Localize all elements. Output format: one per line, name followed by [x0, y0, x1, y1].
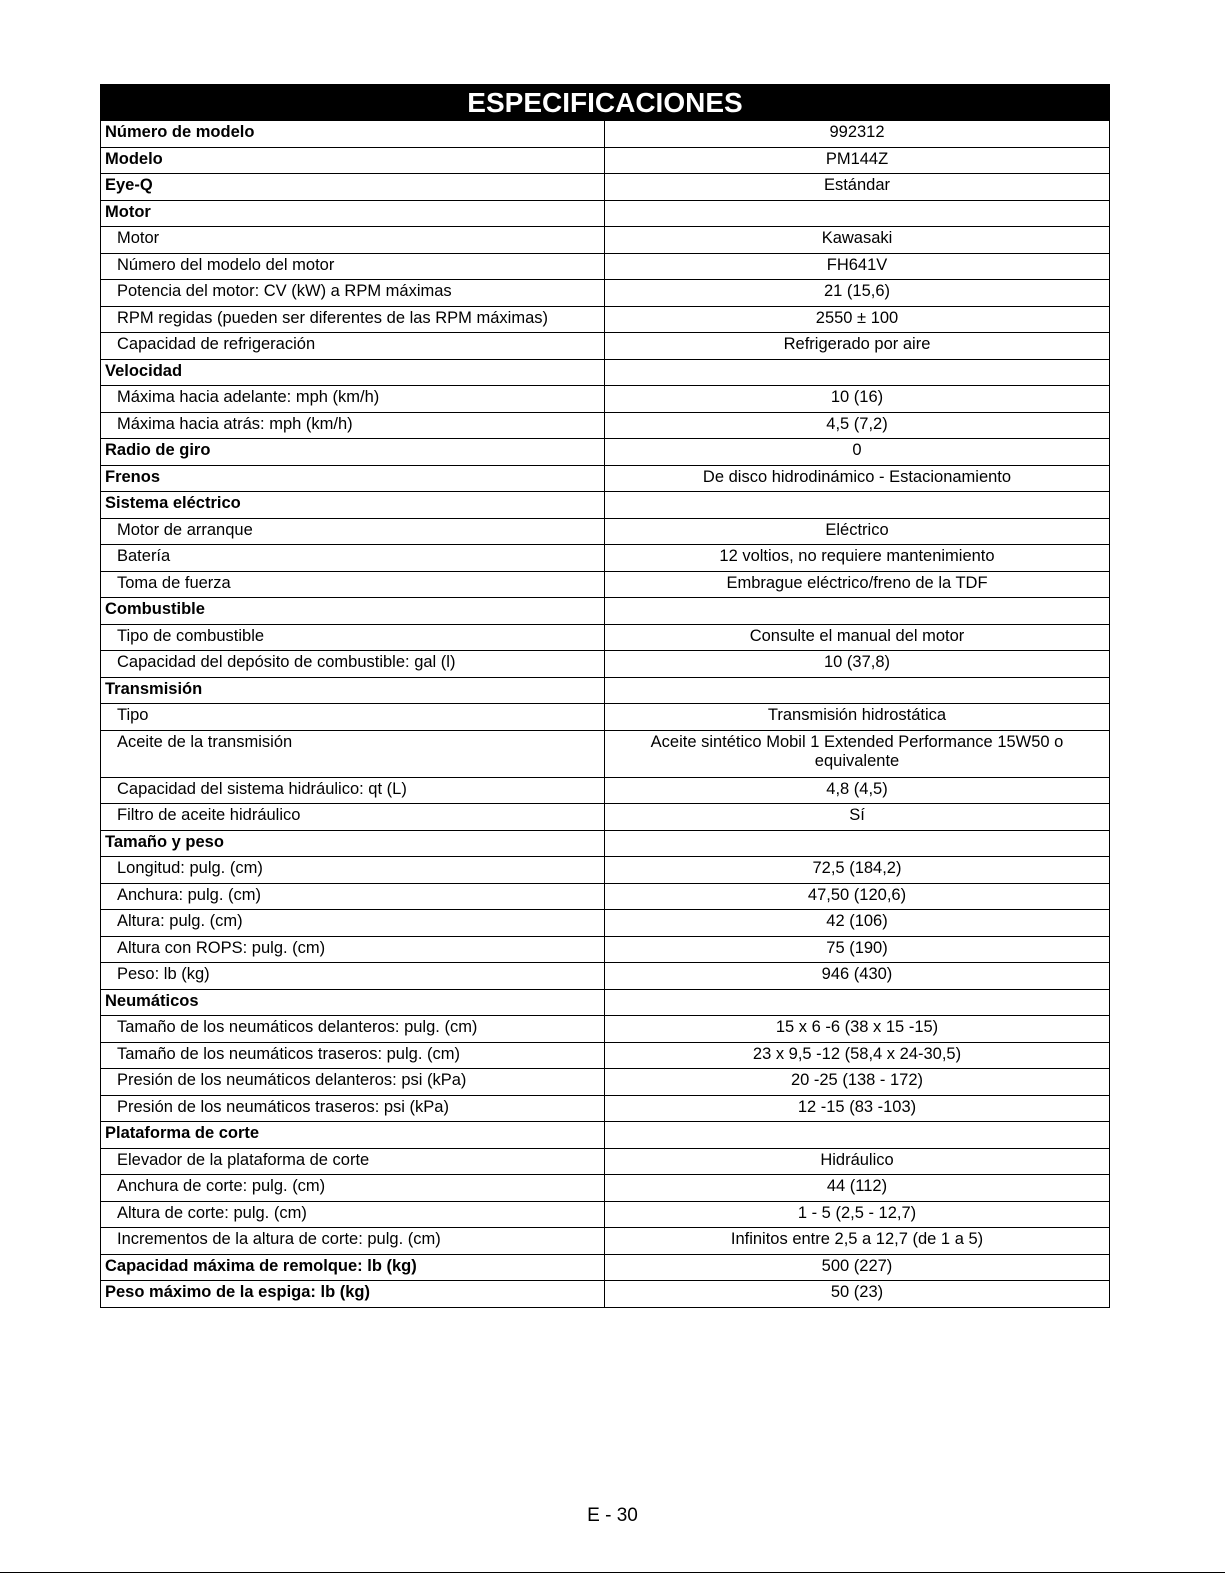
spec-label: Toma de fuerza [101, 571, 605, 598]
spec-label: Altura: pulg. (cm) [101, 910, 605, 937]
spec-label: Incrementos de la altura de corte: pulg. (cm) [101, 1228, 605, 1255]
spec-row [101, 1201, 1110, 1228]
spec-label: Sistema eléctrico [101, 492, 605, 519]
spec-label: Número del modelo del motor [101, 253, 605, 280]
spec-row [101, 883, 1110, 910]
spec-value: 23 x 9,5 -12 (58,4 x 24-30,5) [605, 1042, 1110, 1069]
spec-value: 20 -25 (138 - 172) [605, 1069, 1110, 1096]
spec-value: 75 (190) [605, 936, 1110, 963]
spec-row [101, 333, 1110, 360]
spec-value [605, 200, 1110, 227]
spec-row [101, 147, 1110, 174]
spec-value: Hidráulico [605, 1148, 1110, 1175]
spec-label: Tipo [101, 704, 605, 731]
spec-section-row [101, 492, 1110, 519]
spec-label: Elevador de la plataforma de corte [101, 1148, 605, 1175]
spec-value: 42 (106) [605, 910, 1110, 937]
spec-label: Tipo de combustible [101, 624, 605, 651]
spec-label: Potencia del motor: CV (kW) a RPM máximas [101, 280, 605, 307]
spec-row [101, 963, 1110, 990]
spec-row [101, 1148, 1110, 1175]
spec-row [101, 518, 1110, 545]
spec-label: Capacidad máxima de remolque: lb (kg) [101, 1254, 605, 1281]
spec-value [605, 598, 1110, 625]
spec-value: 0 [605, 439, 1110, 466]
spec-label: Presión de los neumáticos delanteros: psi (kPa) [101, 1069, 605, 1096]
spec-row [101, 624, 1110, 651]
spec-row [101, 1281, 1110, 1308]
spec-value [605, 677, 1110, 704]
spec-label: Capacidad de refrigeración [101, 333, 605, 360]
spec-row [101, 439, 1110, 466]
spec-row [101, 386, 1110, 413]
spec-row [101, 910, 1110, 937]
spec-value [605, 492, 1110, 519]
spec-row [101, 227, 1110, 254]
spec-row [101, 1175, 1110, 1202]
spec-sheet [100, 84, 1110, 1308]
spec-value: Embrague eléctrico/freno de la TDF [605, 571, 1110, 598]
spec-label: Presión de los neumáticos traseros: psi (kPa) [101, 1095, 605, 1122]
spec-label: Plataforma de corte [101, 1122, 605, 1149]
spec-label: Anchura: pulg. (cm) [101, 883, 605, 910]
spec-value: Refrigerado por aire [605, 333, 1110, 360]
spec-value: Sí [605, 804, 1110, 831]
spec-label: Capacidad del depósito de combustible: gal (l) [101, 651, 605, 678]
spec-table [100, 120, 1110, 1308]
spec-value [605, 359, 1110, 386]
spec-label: Combustible [101, 598, 605, 625]
spec-value: 12 voltios, no requiere mantenimiento [605, 545, 1110, 572]
spec-label: Batería [101, 545, 605, 572]
spec-value: FH641V [605, 253, 1110, 280]
spec-value: 21 (15,6) [605, 280, 1110, 307]
spec-label: Tamaño de los neumáticos traseros: pulg. (cm) [101, 1042, 605, 1069]
spec-value: Kawasaki [605, 227, 1110, 254]
spec-row [101, 857, 1110, 884]
spec-label: Número de modelo [101, 121, 605, 148]
spec-row [101, 545, 1110, 572]
spec-value: Transmisión hidrostática [605, 704, 1110, 731]
spec-label: Motor [101, 227, 605, 254]
spec-value: 12 -15 (83 -103) [605, 1095, 1110, 1122]
spec-row [101, 253, 1110, 280]
spec-value: PM144Z [605, 147, 1110, 174]
spec-label: Radio de giro [101, 439, 605, 466]
spec-title: ESPECIFICACIONES [100, 84, 1110, 120]
spec-value: Consulte el manual del motor [605, 624, 1110, 651]
spec-value: Infinitos entre 2,5 a 12,7 (de 1 a 5) [605, 1228, 1110, 1255]
spec-value: 500 (227) [605, 1254, 1110, 1281]
spec-value: 44 (112) [605, 1175, 1110, 1202]
spec-value: 1 - 5 (2,5 - 12,7) [605, 1201, 1110, 1228]
spec-label: Altura de corte: pulg. (cm) [101, 1201, 605, 1228]
spec-value: 946 (430) [605, 963, 1110, 990]
spec-label: Longitud: pulg. (cm) [101, 857, 605, 884]
spec-value: 72,5 (184,2) [605, 857, 1110, 884]
spec-row [101, 777, 1110, 804]
spec-row [101, 280, 1110, 307]
spec-value: 10 (16) [605, 386, 1110, 413]
spec-label: Modelo [101, 147, 605, 174]
spec-section-row [101, 677, 1110, 704]
spec-label: Velocidad [101, 359, 605, 386]
spec-row [101, 1042, 1110, 1069]
spec-label: Transmisión [101, 677, 605, 704]
spec-value: 50 (23) [605, 1281, 1110, 1308]
spec-value: 47,50 (120,6) [605, 883, 1110, 910]
spec-value: 10 (37,8) [605, 651, 1110, 678]
spec-label: Eye-Q [101, 174, 605, 201]
spec-row [101, 1254, 1110, 1281]
spec-row [101, 1095, 1110, 1122]
spec-label: Filtro de aceite hidráulico [101, 804, 605, 831]
spec-label: RPM regidas (pueden ser diferentes de las RPM máximas) [101, 306, 605, 333]
spec-label: Anchura de corte: pulg. (cm) [101, 1175, 605, 1202]
spec-label: Aceite de la transmisión [101, 730, 605, 777]
spec-label: Motor [101, 200, 605, 227]
spec-label: Peso máximo de la espiga: lb (kg) [101, 1281, 605, 1308]
spec-value: 4,8 (4,5) [605, 777, 1110, 804]
spec-label: Neumáticos [101, 989, 605, 1016]
spec-table-body [101, 121, 1110, 1308]
spec-section-row [101, 1122, 1110, 1149]
spec-label: Peso: lb (kg) [101, 963, 605, 990]
spec-value: De disco hidrodinámico - Estacionamiento [605, 465, 1110, 492]
spec-value: Eléctrico [605, 518, 1110, 545]
spec-row [101, 465, 1110, 492]
spec-row [101, 704, 1110, 731]
spec-section-row [101, 830, 1110, 857]
spec-value [605, 1122, 1110, 1149]
spec-value: 2550 ± 100 [605, 306, 1110, 333]
spec-value [605, 830, 1110, 857]
spec-label: Máxima hacia adelante: mph (km/h) [101, 386, 605, 413]
spec-label: Máxima hacia atrás: mph (km/h) [101, 412, 605, 439]
spec-label: Altura con ROPS: pulg. (cm) [101, 936, 605, 963]
spec-row [101, 804, 1110, 831]
bottom-rule [0, 1572, 1225, 1573]
spec-value: 4,5 (7,2) [605, 412, 1110, 439]
spec-row [101, 412, 1110, 439]
spec-row [101, 174, 1110, 201]
spec-row [101, 936, 1110, 963]
spec-row [101, 571, 1110, 598]
spec-row [101, 1228, 1110, 1255]
spec-row [101, 651, 1110, 678]
spec-row [101, 1069, 1110, 1096]
spec-section-row [101, 989, 1110, 1016]
spec-row [101, 121, 1110, 148]
spec-label: Frenos [101, 465, 605, 492]
spec-label: Tamaño y peso [101, 830, 605, 857]
spec-value: 992312 [605, 121, 1110, 148]
spec-section-row [101, 359, 1110, 386]
spec-section-row [101, 598, 1110, 625]
spec-value [605, 989, 1110, 1016]
page-number: E - 30 [587, 1505, 638, 1526]
spec-row [101, 1016, 1110, 1043]
spec-label: Motor de arranque [101, 518, 605, 545]
spec-value: 15 x 6 -6 (38 x 15 -15) [605, 1016, 1110, 1043]
spec-row [101, 730, 1110, 777]
spec-value: Estándar [605, 174, 1110, 201]
spec-section-row [101, 200, 1110, 227]
spec-label: Tamaño de los neumáticos delanteros: pulg. (cm) [101, 1016, 605, 1043]
spec-label: Capacidad del sistema hidráulico: qt (L) [101, 777, 605, 804]
spec-value: Aceite sintético Mobil 1 Extended Performance 15W50 o equivalente [605, 730, 1110, 777]
spec-row [101, 306, 1110, 333]
